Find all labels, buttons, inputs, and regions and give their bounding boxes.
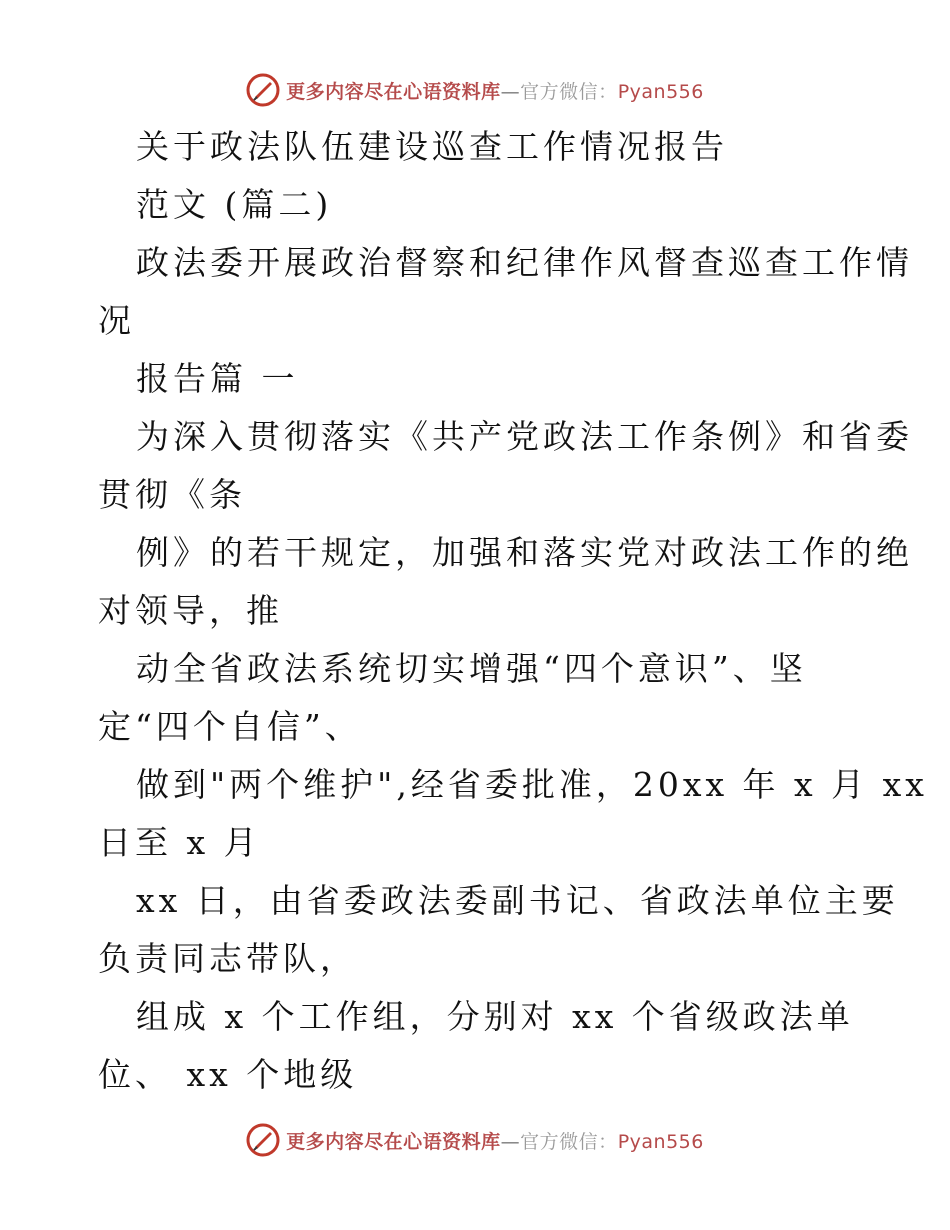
doc-line: 为深入贯彻落实《共产党政法工作条例》和省委 bbox=[136, 417, 913, 456]
quill-logo-icon bbox=[246, 73, 280, 107]
doc-line: 对领导，推 bbox=[98, 591, 283, 630]
doc-line: 做到"两个维护",经省委批准，20xx 年 x 月 xx bbox=[136, 765, 928, 804]
doc-line: 例》的若干规定，加强和落实党对政法工作的绝 bbox=[136, 533, 913, 572]
doc-line: 位、 xx 个地级 bbox=[98, 1055, 358, 1094]
doc-title-line-2: 范文 (篇二) bbox=[136, 185, 333, 224]
quill-logo-icon bbox=[246, 1123, 280, 1157]
doc-line: 日至 x 月 bbox=[98, 823, 261, 862]
banner-text: 更多内容尽在心语资料库—官方微信：Pyan556 bbox=[286, 80, 704, 103]
banner-text: 更多内容尽在心语资料库—官方微信：Pyan556 bbox=[286, 1130, 704, 1153]
doc-title-line-1: 关于政法队伍建设巡查工作情况报告 bbox=[136, 127, 728, 166]
footer-banner bbox=[0, 1120, 950, 1160]
header-banner bbox=[0, 70, 950, 110]
doc-line: 贯彻《条 bbox=[98, 475, 246, 514]
doc-line: 组成 x 个工作组，分别对 xx 个省级政法单 bbox=[136, 997, 854, 1036]
doc-line: xx 日，由省委政法委副书记、省政法单位主要 bbox=[136, 881, 899, 920]
doc-line: 动全省政法系统切实增强“四个意识”、坚 bbox=[136, 649, 807, 688]
doc-line: 政法委开展政治督察和纪律作风督查巡查工作情 bbox=[136, 243, 913, 282]
doc-line: 定“四个自信”、 bbox=[98, 707, 362, 746]
doc-line: 负责同志带队， bbox=[98, 939, 357, 978]
doc-line: 报告篇 一 bbox=[136, 359, 299, 398]
doc-line: 况 bbox=[98, 301, 135, 340]
